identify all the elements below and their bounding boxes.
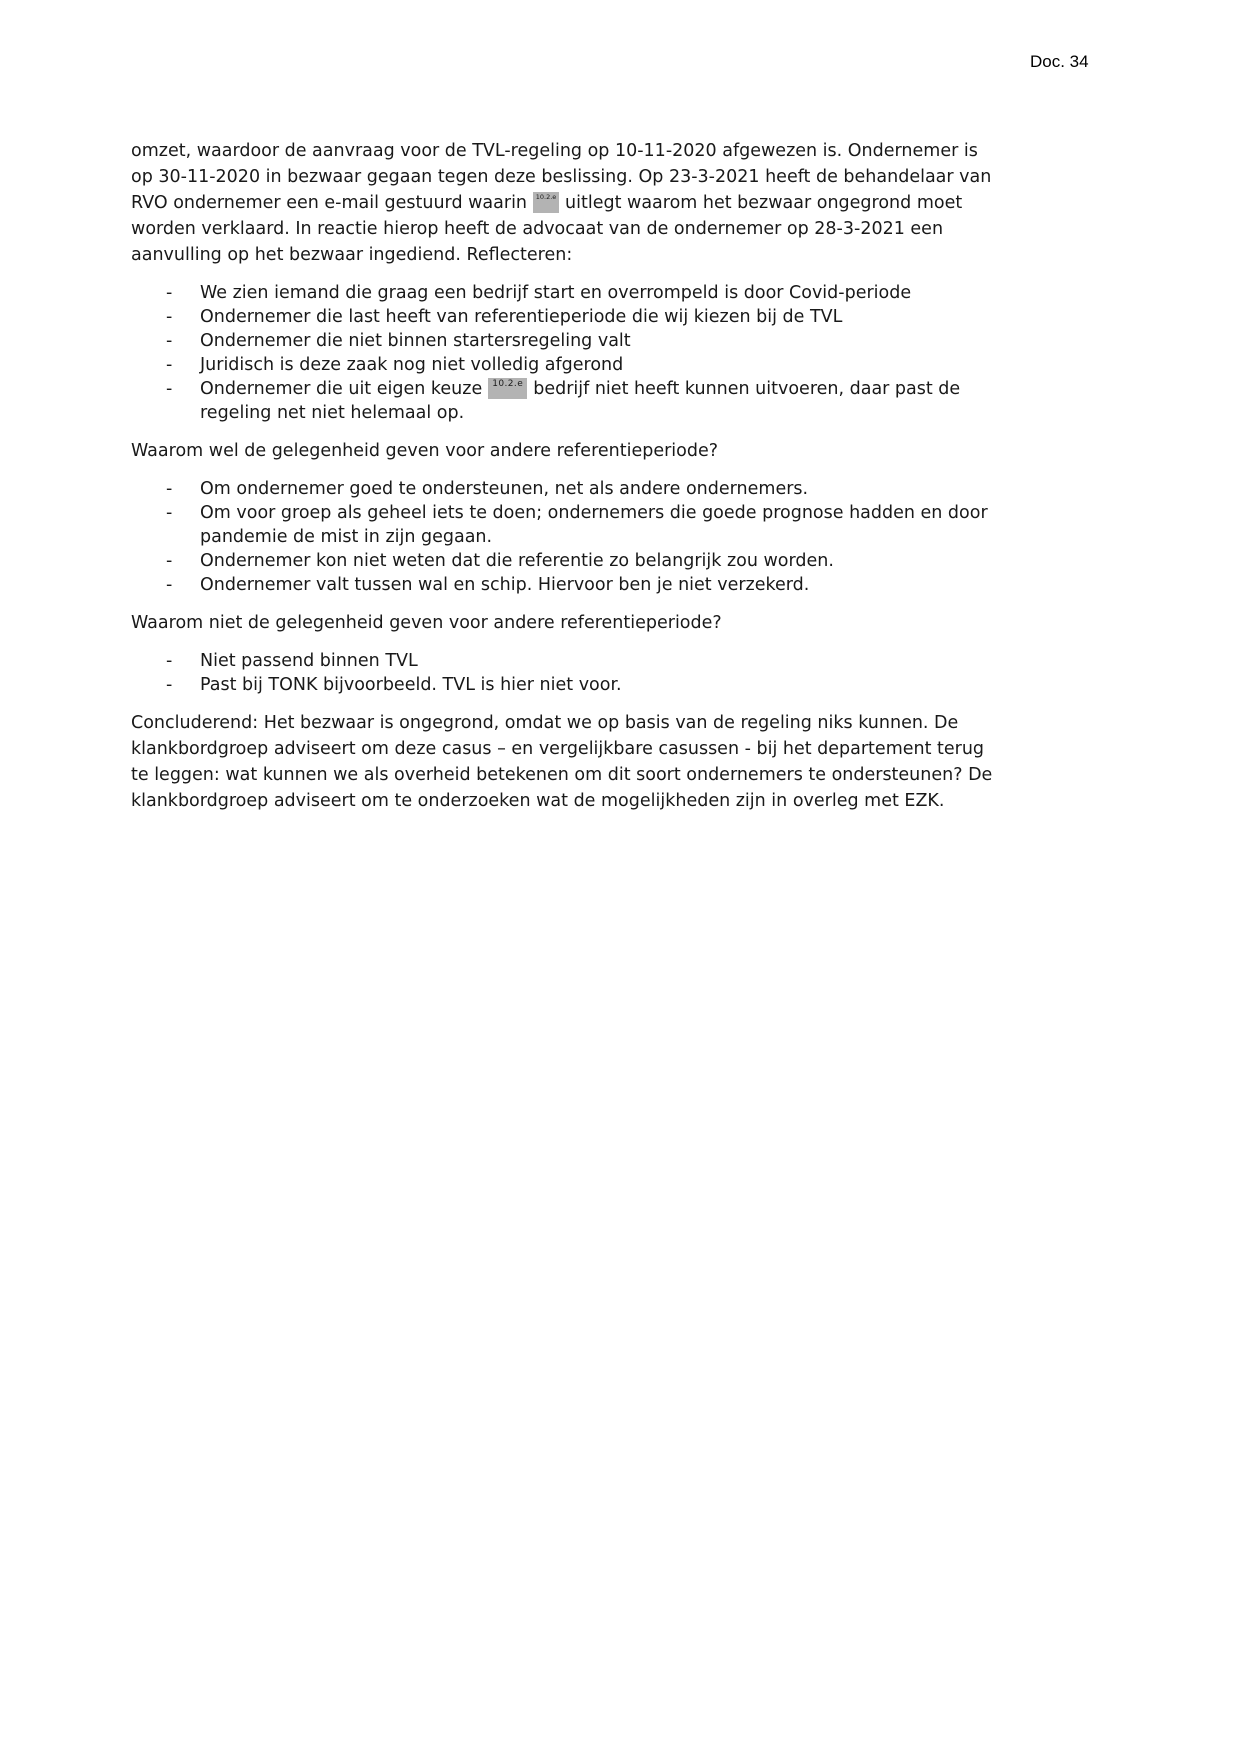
redaction-box — [533, 192, 559, 213]
bullet-dash: - — [166, 355, 173, 375]
question-text: Waarom wel de gelegenheid geven voor andere referentieperiode? — [131, 441, 719, 461]
bullet-dash: - — [166, 651, 173, 671]
paragraph-line: omzet, waardoor de aanvraag voor de TVL-regeling op 10-11-2020 afgewezen is. Ondernemer is — [131, 141, 978, 161]
paragraph-intro — [131, 138, 1111, 268]
question-con — [131, 610, 1111, 636]
paragraph-line-with-redaction — [131, 190, 1111, 216]
bullet-dash: - — [166, 551, 173, 571]
text-segment: Ondernemer die uit eigen keuze — [200, 379, 483, 399]
bullet-dash: - — [166, 503, 173, 523]
bullet-dash: - — [166, 479, 173, 499]
list-item — [131, 377, 1111, 425]
list-item — [131, 477, 1111, 501]
reflect-list — [131, 281, 1111, 425]
paragraph-line: klankbordgroep adviseert om deze casus – en vergelijkbare casussen - bij het departement terug — [131, 739, 985, 759]
list-item-text: Om ondernemer goed te ondersteunen, net als andere ondernemers. — [200, 479, 809, 499]
list-item-text: Ondernemer kon niet weten dat die referentie zo belangrijk zou worden. — [200, 551, 834, 571]
list-item-text: Ondernemer die last heeft van referentieperiode die wij kiezen bij de TVL — [200, 307, 843, 327]
pro-list — [131, 477, 1111, 597]
text-segment: uitlegt waarom het bezwaar ongegrond moet — [565, 193, 963, 213]
paragraph-line: te leggen: wat kunnen we als overheid betekenen om dit soort ondernemers te ondersteunen? De — [131, 765, 993, 785]
paragraph-line: Concluderend: Het bezwaar is ongegrond, omdat we op basis van de regeling niks kunnen. De — [131, 713, 959, 733]
list-item — [131, 281, 1111, 305]
bullet-dash: - — [166, 283, 173, 303]
bullet-dash: - — [166, 379, 173, 399]
list-item — [131, 501, 1111, 549]
con-list — [131, 649, 1111, 697]
paragraph-conclusion — [131, 710, 1111, 814]
list-item-text: Niet passend binnen TVL — [200, 651, 418, 671]
list-item-text — [200, 501, 1111, 549]
document-body — [131, 138, 1111, 827]
list-item-text: Past bij TONK bijvoorbeeld. TVL is hier niet voor. — [200, 675, 622, 695]
list-item-line: regeling net niet helemaal op. — [200, 403, 465, 423]
list-item-text: Juridisch is deze zaak nog niet volledig afgerond — [200, 355, 624, 375]
paragraph-line: aanvulling op het bezwaar ingediend. Reflecteren: — [131, 245, 573, 265]
bullet-dash: - — [166, 331, 173, 351]
redaction-ground-code: 10.2.e — [535, 193, 557, 201]
list-item — [131, 673, 1111, 697]
text-segment: bedrijf niet heeft kunnen uitvoeren, daar past de — [533, 379, 961, 399]
list-item-line: Om voor groep als geheel iets te doen; ondernemers die goede prognose hadden en door — [200, 503, 988, 523]
paragraph-line: worden verklaard. In reactie hierop heeft de advocaat van de ondernemer op 28-3-2021 een — [131, 219, 944, 239]
doc-number-label: Doc. 34 — [1030, 52, 1089, 71]
bullet-dash: - — [166, 307, 173, 327]
list-item-line — [200, 377, 1111, 401]
redaction-ground-code: 10.2.e — [492, 379, 524, 389]
bullet-dash: - — [166, 675, 173, 695]
redaction-box — [488, 378, 527, 399]
list-item-text: Ondernemer valt tussen wal en schip. Hiervoor ben je niet verzekerd. — [200, 575, 810, 595]
text-segment: RVO ondernemer een e-mail gestuurd waarin — [131, 193, 528, 213]
paragraph-line: op 30-11-2020 in bezwaar gegaan tegen deze beslissing. Op 23-3-2021 heeft de behandelaar van — [131, 167, 992, 187]
paragraph-line: klankbordgroep adviseert om te onderzoeken wat de mogelijkheden zijn in overleg met EZK. — [131, 791, 945, 811]
list-item-text: Ondernemer die niet binnen startersregeling valt — [200, 331, 631, 351]
question-pro — [131, 438, 1111, 464]
list-item — [131, 329, 1111, 353]
list-item-line: pandemie de mist in zijn gegaan. — [200, 527, 493, 547]
list-item — [131, 305, 1111, 329]
list-item — [131, 649, 1111, 673]
list-item — [131, 549, 1111, 573]
question-text: Waarom niet de gelegenheid geven voor andere referentieperiode? — [131, 613, 722, 633]
list-item — [131, 353, 1111, 377]
list-item-text-with-redaction — [200, 377, 1111, 425]
list-item — [131, 573, 1111, 597]
list-item-text: We zien iemand die graag een bedrijf start en overrompeld is door Covid-periode — [200, 283, 912, 303]
bullet-dash: - — [166, 575, 173, 595]
